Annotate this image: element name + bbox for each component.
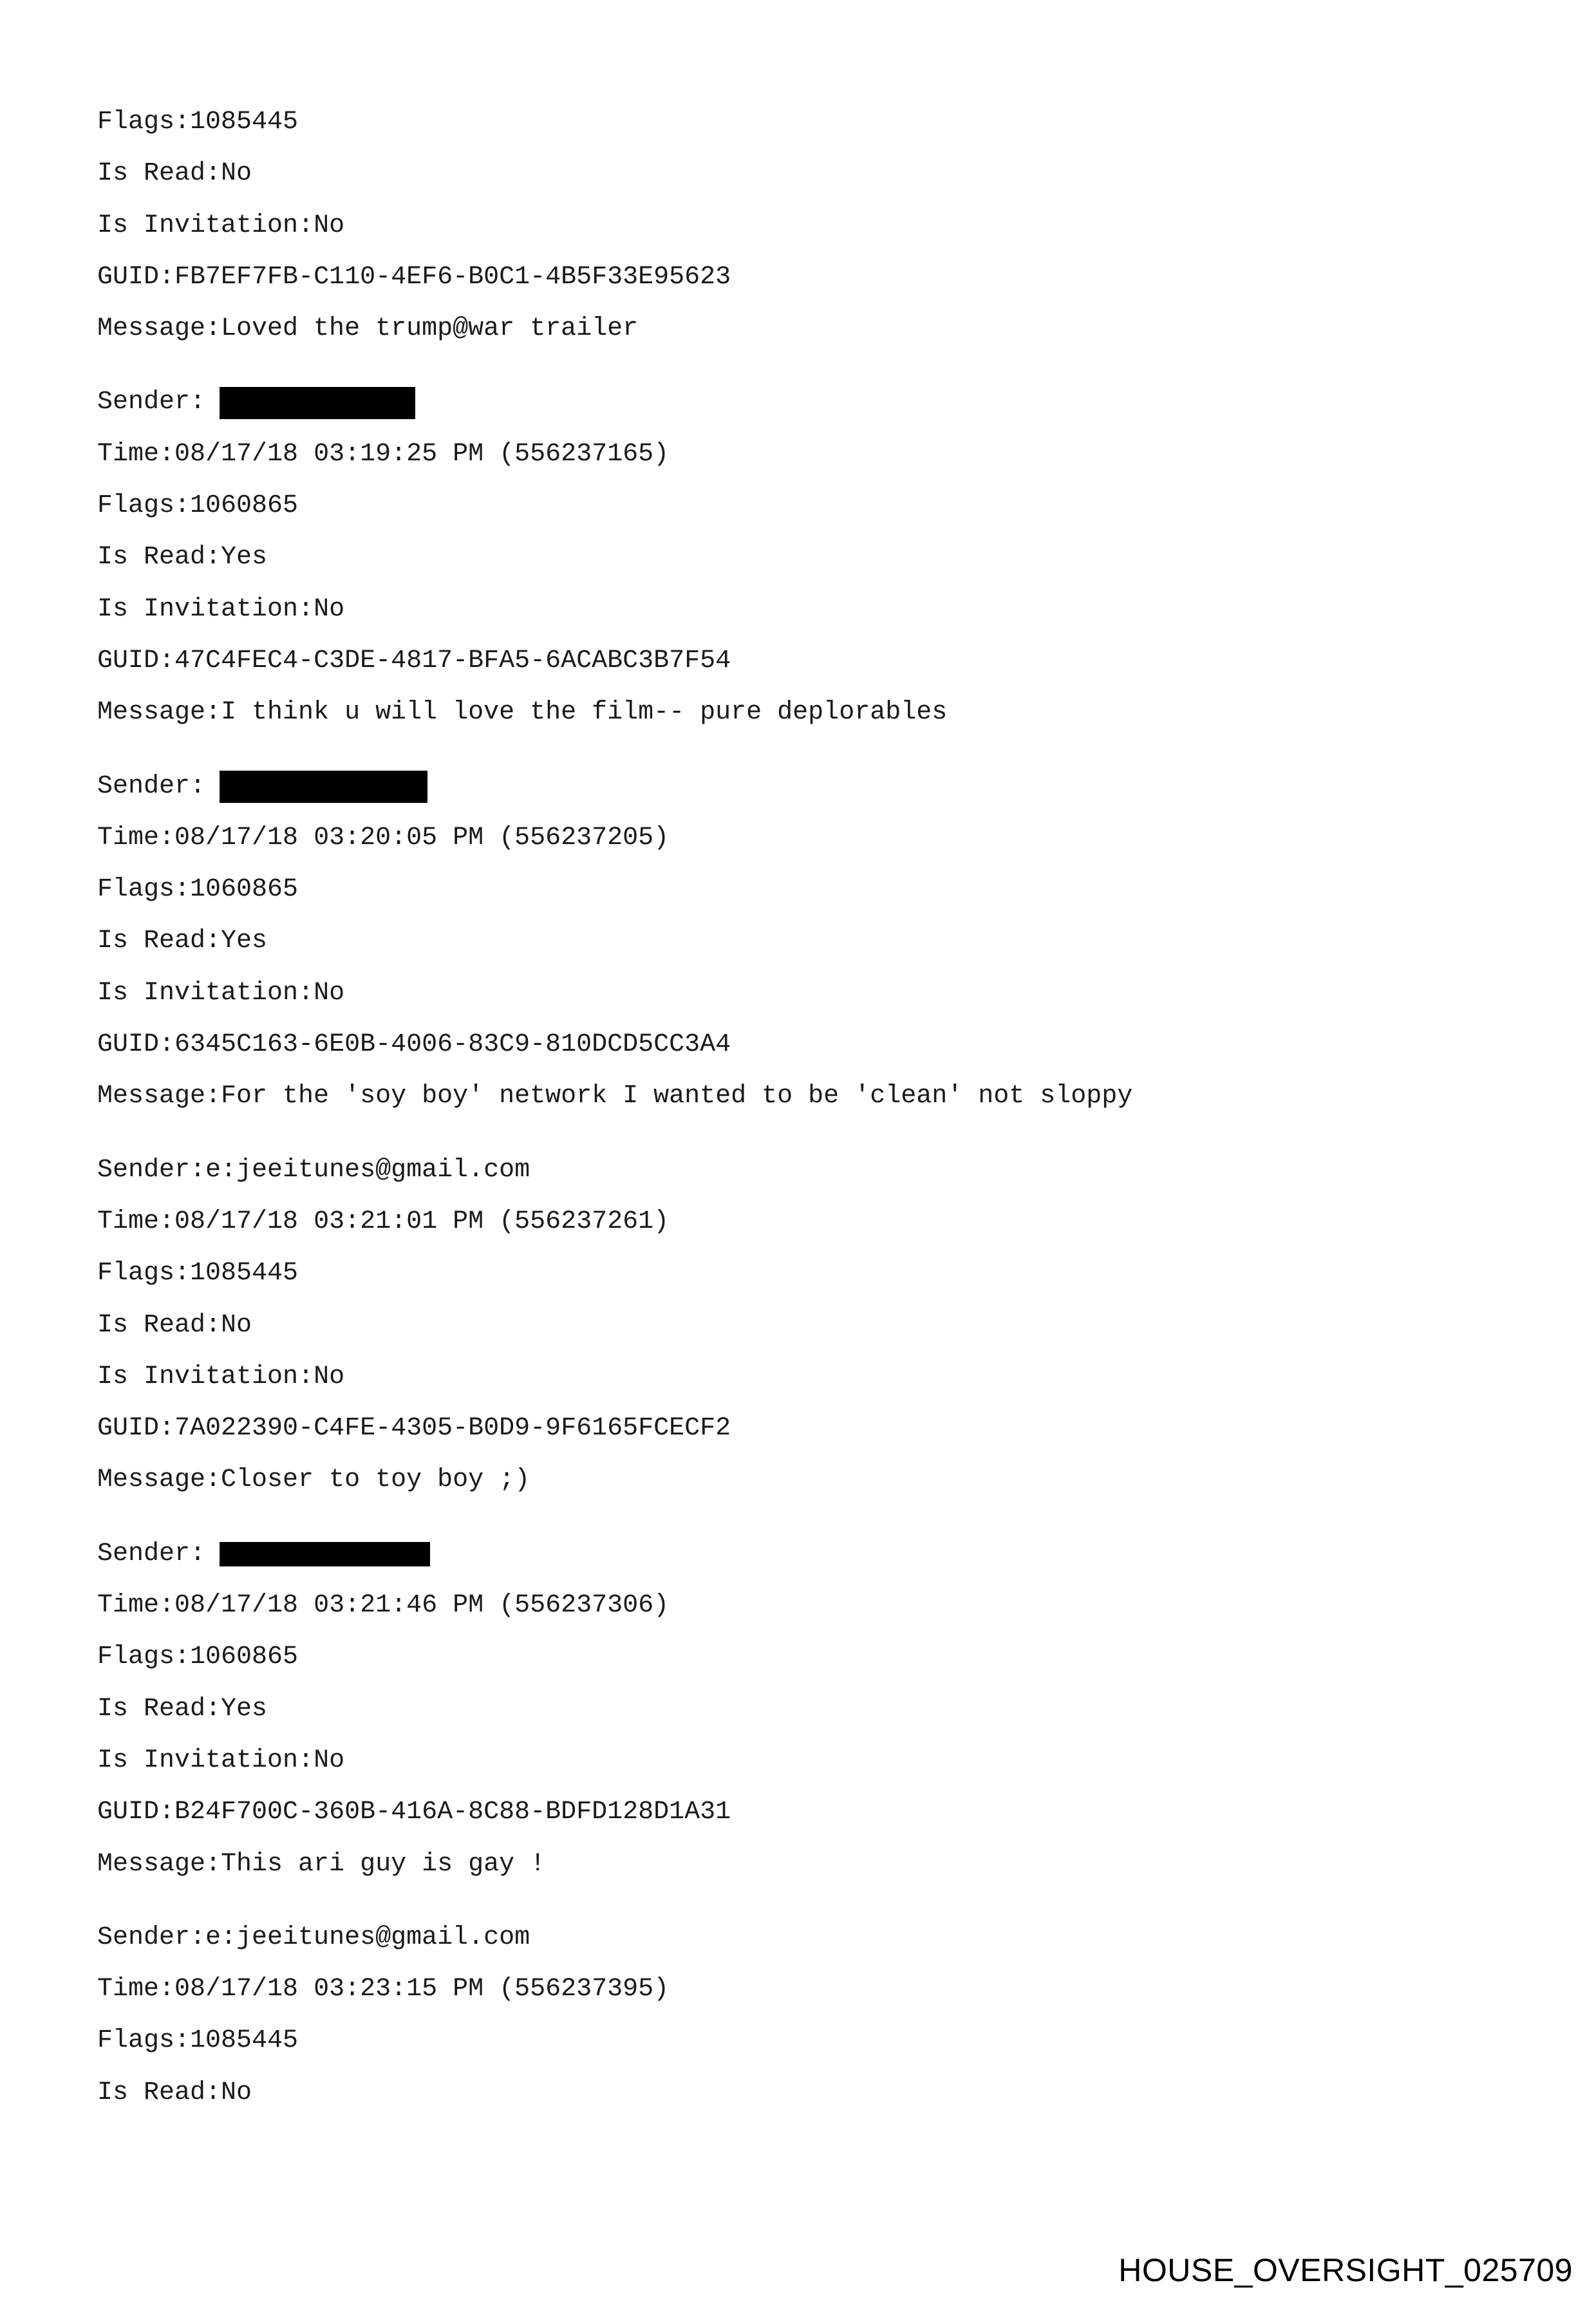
- is-read-label: Is Read:: [97, 543, 221, 572]
- is-invitation-label: Is Invitation:: [97, 1745, 314, 1775]
- is-invitation-value: No: [314, 1745, 345, 1775]
- guid-line: [97, 1403, 1514, 1454]
- is-read-value: No: [221, 2078, 252, 2107]
- message-text: I think u will love the film-- pure deplorables: [221, 698, 948, 728]
- flags-line: [97, 864, 1514, 916]
- sender-line: [97, 1528, 1514, 1580]
- guid-line: [97, 1019, 1514, 1071]
- sender-label: Sender:: [97, 1539, 206, 1568]
- message-line: [97, 1839, 1514, 1890]
- sender-line: [97, 1145, 1514, 1196]
- is-read-line: [97, 532, 1514, 583]
- message-label: Message:: [97, 698, 221, 728]
- message-log: [97, 97, 1514, 2119]
- is-invitation-label: Is Invitation:: [97, 211, 314, 240]
- is-invitation-value: No: [314, 594, 345, 624]
- is-invitation-line: [97, 968, 1514, 1019]
- sender-line: [97, 1912, 1514, 1964]
- redaction-box: [220, 1542, 430, 1566]
- guid-label: GUID:: [97, 1798, 175, 1827]
- guid-label: GUID:: [97, 646, 175, 675]
- is-read-label: Is Read:: [97, 926, 221, 956]
- is-read-label: Is Read:: [97, 1310, 221, 1340]
- flags-value: 1060865: [190, 1642, 299, 1672]
- flags-label: Flags:: [97, 108, 191, 136]
- message-line: [97, 687, 1514, 738]
- is-invitation-value: No: [314, 978, 345, 1008]
- guid-value: B24F700C-360B-416A-8C88-BDFD128D1A31: [174, 1798, 731, 1827]
- is-read-value: No: [221, 159, 252, 189]
- flags-label: Flags:: [97, 1642, 191, 1672]
- sender-line: [97, 377, 1514, 428]
- is-invitation-line: [97, 1735, 1514, 1787]
- is-read-line: [97, 1300, 1514, 1351]
- time-label: Time:: [97, 1591, 175, 1621]
- flags-label: Flags:: [97, 2026, 191, 2056]
- time-label: Time:: [97, 1975, 175, 2004]
- guid-line: [97, 252, 1514, 303]
- message-text: Closer to toy boy ;): [221, 1465, 530, 1495]
- time-line: [97, 1196, 1514, 1248]
- flags-line: [97, 1631, 1514, 1683]
- message-label: Message:: [97, 314, 221, 344]
- time-line: [97, 813, 1514, 864]
- flags-value: 1085445: [190, 2026, 299, 2056]
- message-text: For the 'soy boy' network I wanted to be 'clean' not sloppy: [221, 1082, 1133, 1111]
- message-line: [97, 1071, 1514, 1122]
- flags-label: Flags:: [97, 1259, 191, 1288]
- time-line: [97, 429, 1514, 480]
- flags-line: [97, 1248, 1514, 1299]
- flags-value: 1060865: [190, 491, 299, 521]
- guid-value: 7A022390-C4FE-4305-B0D9-9F6165FCECF2: [174, 1414, 731, 1443]
- flags-label: Flags:: [97, 491, 191, 521]
- is-read-label: Is Read:: [97, 159, 221, 189]
- flags-value: 1085445: [190, 108, 299, 136]
- message-line: [97, 303, 1514, 355]
- time-label: Time:: [97, 439, 175, 469]
- is-invitation-value: No: [314, 1362, 345, 1391]
- is-read-value: No: [221, 1310, 252, 1340]
- is-invitation-line: [97, 1351, 1514, 1403]
- guid-value: FB7EF7FB-C110-4EF6-B0C1-4B5F33E95623: [174, 262, 731, 292]
- is-read-label: Is Read:: [97, 2078, 221, 2107]
- message-label: Message:: [97, 1082, 221, 1111]
- sender-email: e:jeeitunes@gmail.com: [205, 1922, 530, 1952]
- message-label: Message:: [97, 1849, 221, 1879]
- is-read-value: Yes: [221, 1694, 268, 1724]
- redaction-box: [220, 387, 415, 419]
- redaction-box: [220, 771, 427, 803]
- is-read-value: Yes: [221, 543, 268, 572]
- time-value: 08/17/18 03:23:15 PM (556237395): [174, 1975, 670, 2004]
- is-invitation-line: [97, 584, 1514, 635]
- guid-line: [97, 635, 1514, 687]
- flags-line: [97, 2015, 1514, 2067]
- is-read-line: [97, 916, 1514, 967]
- flags-line: [97, 97, 1514, 148]
- time-value: 08/17/18 03:19:25 PM (556237165): [174, 439, 670, 469]
- flags-value: 1060865: [190, 875, 299, 905]
- time-line: [97, 1964, 1514, 2015]
- time-label: Time:: [97, 823, 175, 852]
- guid-label: GUID:: [97, 1030, 175, 1060]
- is-read-value: Yes: [221, 926, 268, 956]
- time-value: 08/17/18 03:21:46 PM (556237306): [174, 1591, 670, 1621]
- flags-value: 1085445: [190, 1259, 299, 1288]
- sender-label: Sender:: [97, 1922, 206, 1952]
- time-value: 08/17/18 03:21:01 PM (556237261): [174, 1207, 670, 1236]
- is-read-line: [97, 1684, 1514, 1735]
- bates-number: HOUSE_OVERSIGHT_025709: [1118, 2252, 1573, 2288]
- time-line: [97, 1580, 1514, 1631]
- is-invitation-label: Is Invitation:: [97, 978, 314, 1008]
- is-invitation-label: Is Invitation:: [97, 1362, 314, 1391]
- guid-value: 6345C163-6E0B-4006-83C9-810DCD5CC3A4: [174, 1030, 731, 1060]
- is-read-line: [97, 148, 1514, 200]
- is-read-label: Is Read:: [97, 1694, 221, 1724]
- sender-email: e:jeeitunes@gmail.com: [205, 1155, 530, 1185]
- sender-label: Sender:: [97, 1155, 206, 1185]
- is-read-line: [97, 2067, 1514, 2119]
- guid-line: [97, 1787, 1514, 1838]
- message-text: This ari guy is gay !: [221, 1849, 546, 1879]
- sender-label: Sender:: [97, 771, 206, 801]
- message-label: Message:: [97, 1465, 221, 1495]
- guid-value: 47C4FEC4-C3DE-4817-BFA5-6ACABC3B7F54: [174, 646, 731, 675]
- is-invitation-label: Is Invitation:: [97, 594, 314, 624]
- flags-line: [97, 480, 1514, 532]
- time-value: 08/17/18 03:20:05 PM (556237205): [174, 823, 670, 852]
- time-label: Time:: [97, 1207, 175, 1236]
- message-text: Loved the trump@war trailer: [221, 314, 639, 344]
- is-invitation-line: [97, 200, 1514, 252]
- sender-line: [97, 761, 1514, 813]
- flags-label: Flags:: [97, 875, 191, 905]
- sender-label: Sender:: [97, 388, 206, 417]
- is-invitation-value: No: [314, 211, 345, 240]
- guid-label: GUID:: [97, 262, 175, 292]
- guid-label: GUID:: [97, 1414, 175, 1443]
- message-line: [97, 1454, 1514, 1506]
